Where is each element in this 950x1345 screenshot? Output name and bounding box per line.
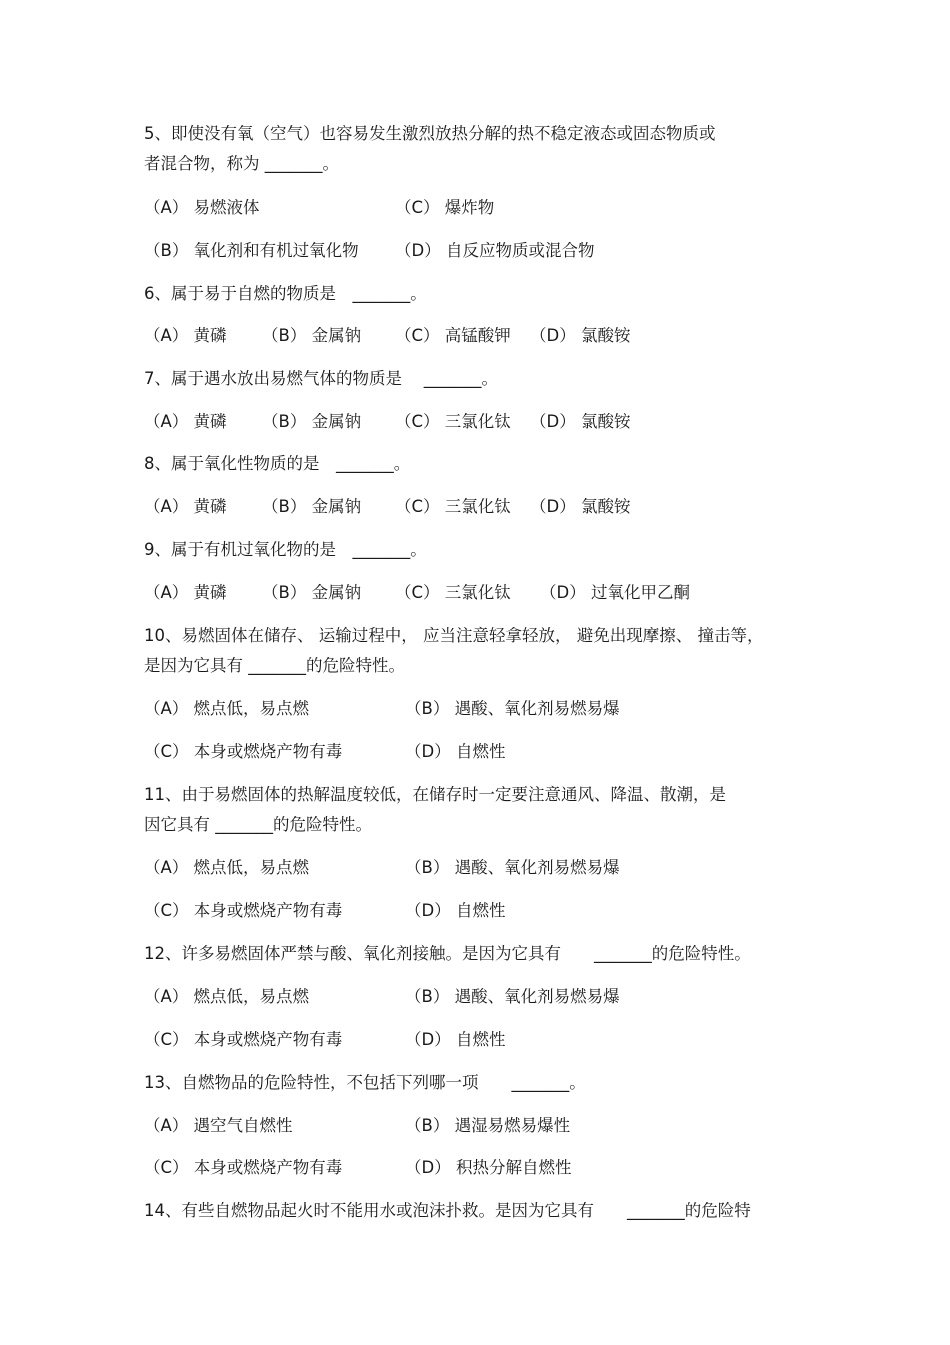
question-11-stem-line-1: 11、由于易燃固体的热解温度较低，在储存时一定要注意通风、降温、散潮，是	[144, 785, 726, 804]
question-10-option-b: （B） 遇酸、氧化剂易燃易爆	[405, 699, 620, 718]
question-13-option-c: （C） 本身或燃烧产物有毒	[144, 1158, 343, 1177]
question-12-option-c: （C） 本身或燃烧产物有毒	[144, 1030, 343, 1049]
question-11-option-b: （B） 遇酸、氧化剂易燃易爆	[405, 858, 620, 877]
question-7-option-b: （B） 金属钠	[262, 412, 362, 431]
question-9-option-b: （B） 金属钠	[262, 583, 362, 602]
question-6-stem: 6、属于易于自燃的物质是 _______。	[144, 284, 427, 303]
question-5-option-a: （A） 易燃液体	[144, 198, 260, 217]
question-9-option-d: （D） 过氧化甲乙酮	[540, 583, 690, 602]
question-13-option-a: （A） 遇空气自燃性	[144, 1116, 293, 1135]
question-5-stem-line-1: 5、即使没有氧（空气）也容易发生激烈放热分解的热不稳定液态或固态物质或	[144, 124, 716, 143]
question-10-stem-line-2: 是因为它具有 _______的危险特性。	[144, 656, 405, 675]
question-12-stem: 12、许多易燃固体严禁与酸、氧化剂接触。是因为它具有 _______的危险特性。	[144, 944, 751, 963]
question-13-stem: 13、自燃物品的危险特性，不包括下列哪一项 _______。	[144, 1073, 586, 1092]
question-9-option-c: （C） 三氯化钛	[395, 583, 511, 602]
question-12-option-a: （A） 燃点低，易点燃	[144, 987, 310, 1006]
question-5-stem-line-2: 者混合物，称为 _______。	[144, 154, 339, 173]
question-10-stem-line-1: 10、易燃固体在储存、 运输过程中， 应当注意轻拿轻放， 避免出现摩擦、 撞击等，	[144, 626, 764, 645]
question-12-option-d: （D） 自燃性	[405, 1030, 506, 1049]
question-6-option-c: （C） 高锰酸钾	[395, 326, 511, 345]
question-7-option-c: （C） 三氯化钛	[395, 412, 511, 431]
question-5-option-b: （B） 氧化剂和有机过氧化物	[144, 241, 359, 260]
question-11-stem-line-2: 因它具有 _______的危险特性。	[144, 815, 372, 834]
question-11-option-c: （C） 本身或燃烧产物有毒	[144, 901, 343, 920]
question-13-option-d: （D） 积热分解自燃性	[405, 1158, 572, 1177]
question-8-option-a: （A） 黄磷	[144, 497, 227, 516]
question-10-option-d: （D） 自燃性	[405, 742, 506, 761]
question-6-option-d: （D） 氯酸铵	[530, 326, 631, 345]
question-11-option-d: （D） 自燃性	[405, 901, 506, 920]
question-11-option-a: （A） 燃点低，易点燃	[144, 858, 310, 877]
question-9-stem: 9、属于有机过氧化物的是 _______。	[144, 540, 427, 559]
question-7-option-d: （D） 氯酸铵	[530, 412, 631, 431]
question-10-option-c: （C） 本身或燃烧产物有毒	[144, 742, 343, 761]
question-8-option-c: （C） 三氯化钛	[395, 497, 511, 516]
question-6-option-a: （A） 黄磷	[144, 326, 227, 345]
question-6-option-b: （B） 金属钠	[262, 326, 362, 345]
question-8-stem: 8、属于氧化性物质的是 _______。	[144, 454, 411, 473]
question-14-stem: 14、有些自燃物品起火时不能用水或泡沫扑救。是因为它具有 _______的危险特	[144, 1201, 751, 1220]
question-12-option-b: （B） 遇酸、氧化剂易燃易爆	[405, 987, 620, 1006]
question-8-option-d: （D） 氯酸铵	[530, 497, 631, 516]
question-8-option-b: （B） 金属钠	[262, 497, 362, 516]
question-10-option-a: （A） 燃点低，易点燃	[144, 699, 310, 718]
question-5-option-c: （C） 爆炸物	[395, 198, 495, 217]
question-13-option-b: （B） 遇湿易燃易爆性	[405, 1116, 571, 1135]
question-5-option-d: （D） 自反应物质或混合物	[395, 241, 595, 260]
question-7-stem: 7、属于遇水放出易燃气体的物质是 _______。	[144, 369, 498, 388]
question-9-option-a: （A） 黄磷	[144, 583, 227, 602]
question-7-option-a: （A） 黄磷	[144, 412, 227, 431]
